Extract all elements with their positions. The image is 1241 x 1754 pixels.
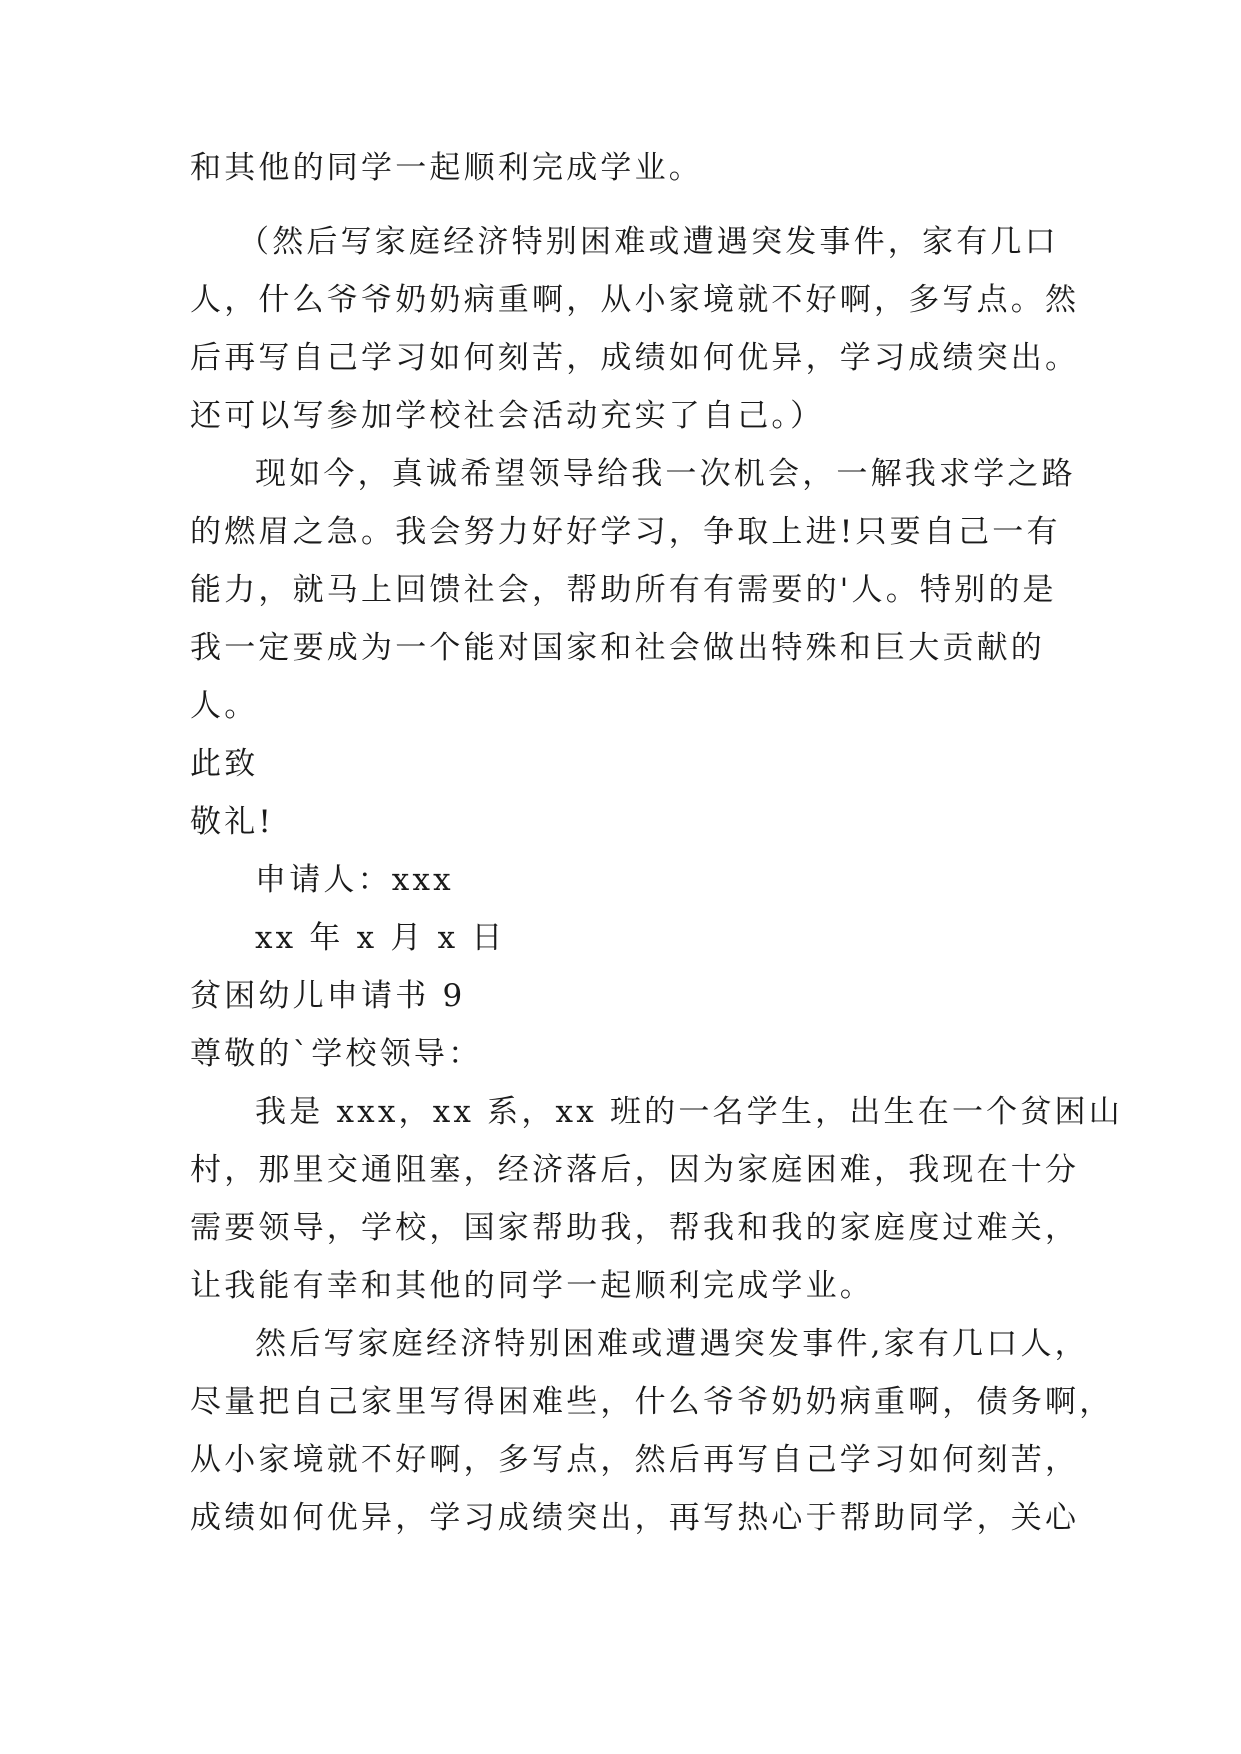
paragraph-line: 然后写家庭经济特别困难或遭遇突发事件,家有几口人， — [255, 1326, 1089, 1362]
closing-salutation: 此致 — [190, 746, 259, 782]
paragraph-line: 需要领导，学校，国家帮助我，帮我和我的家庭度过难关， — [190, 1210, 1080, 1246]
paragraph-line: 尽量把自己家里写得困难些，什么爷爷奶奶病重啊，债务啊， — [190, 1384, 1114, 1420]
paragraph-line: 我是 xxx，xx 系，xx 班的一名学生，出生在一个贫困山 — [255, 1094, 1123, 1130]
letter-greeting: 尊敬的`学校领导： — [190, 1036, 483, 1072]
paragraph-line: 的燃眉之急。我会努力好好学习，争取上进!只要自己一有 — [190, 514, 1061, 550]
closing-regards: 敬礼! — [190, 804, 275, 840]
paragraph-line: 和其他的同学一起顺利完成学业。 — [190, 150, 703, 186]
paragraph-line: 人，什么爷爷奶奶病重啊，从小家境就不好啊，多写点。然 — [190, 282, 1080, 318]
paragraph-line: 从小家境就不好啊，多写点，然后再写自己学习如何刻苦， — [190, 1442, 1080, 1478]
paragraph-line: 人。 — [190, 688, 259, 724]
paragraph-line: 成绩如何优异，学习成绩突出，再写热心于帮助同学，关心 — [190, 1500, 1080, 1536]
paragraph-line: （然后写家庭经济特别困难或遭遇突发事件，家有几口 — [238, 224, 1059, 260]
paragraph-line: 现如今，真诚希望领导给我一次机会，一解我求学之路 — [255, 456, 1076, 492]
applicant-signature: 申请人：xxx — [255, 862, 454, 898]
section-title: 贫困幼儿申请书 9 — [190, 978, 466, 1014]
paragraph-line: 让我能有幸和其他的同学一起顺利完成学业。 — [190, 1268, 874, 1304]
paragraph-line: 后再写自己学习如何刻苦，成绩如何优异，学习成绩突出。 — [190, 340, 1080, 376]
paragraph-line: 我一定要成为一个能对国家和社会做出特殊和巨大贡献的 — [190, 630, 1045, 666]
signature-date: xx 年 x 月 x 日 — [255, 920, 506, 956]
paragraph-line: 村，那里交通阻塞，经济落后，因为家庭困难，我现在十分 — [190, 1152, 1080, 1188]
paragraph-line: 能力，就马上回馈社会，帮助所有有需要的'人。特别的是 — [190, 572, 1057, 608]
paragraph-line: 还可以写参加学校社会活动充实了自己。） — [190, 398, 825, 434]
